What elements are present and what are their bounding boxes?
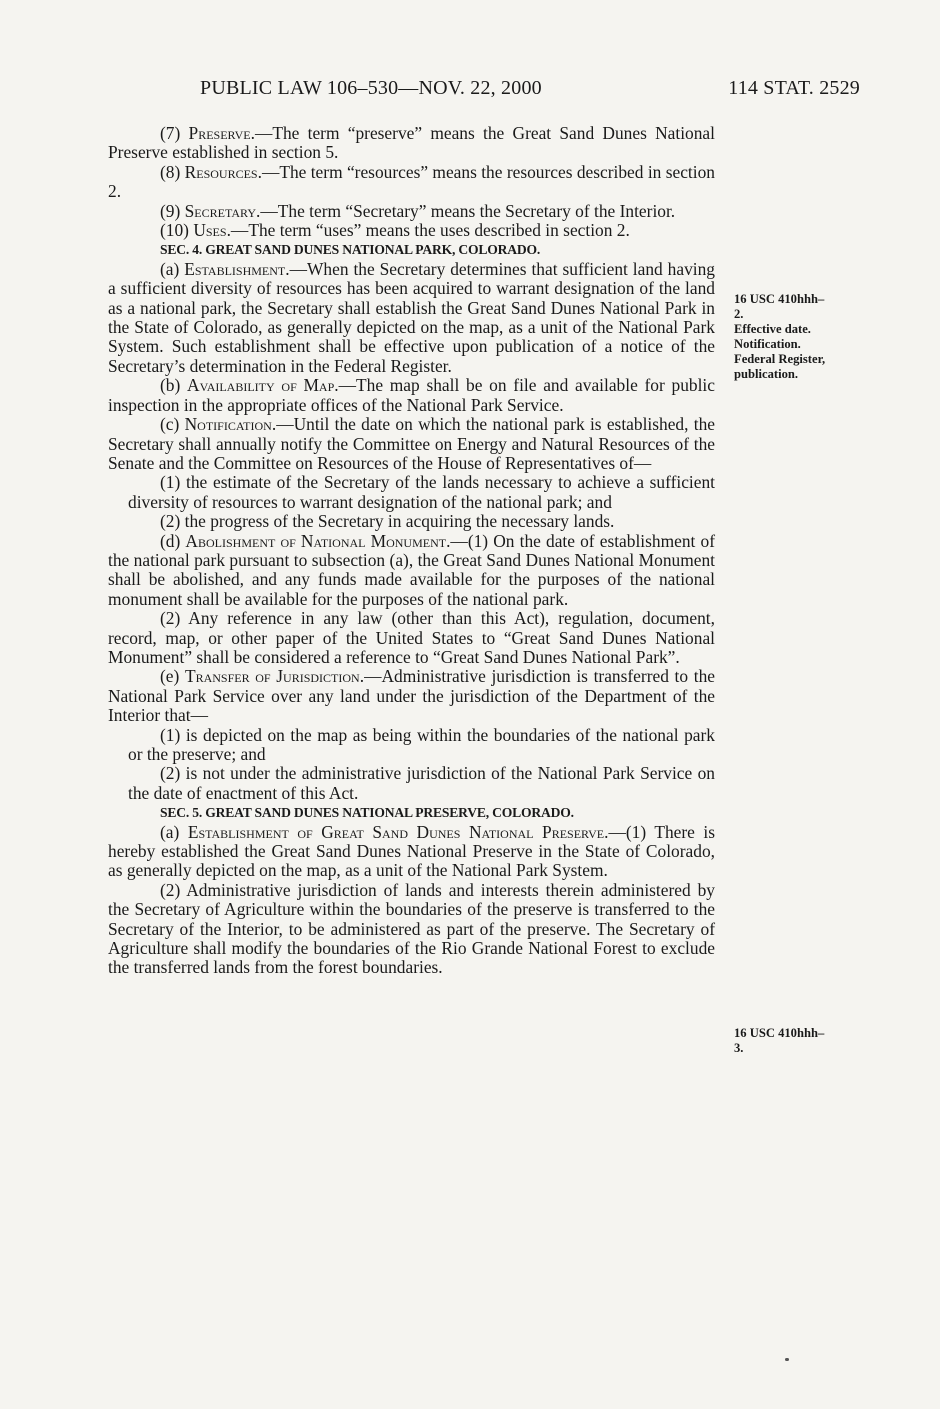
sec5-a2: (2) Administrative jurisdiction of lands and interests therein administered by the Secretary of Agriculture within the boundaries of the preserve is transferred to the Secretary of the Interior, to be administered as part of the preserve. The Secretary of Agriculture shall modify the boundaries of the Rio Grande National Forest to exclude the transferred lands from the forest boundaries. <box>108 879 715 978</box>
sec4-a: (a) Establishment.—When the Secretary determines that sufficient land having a sufficient diversity of resources has been acquired to warrant designation of the land as a national park, the Secretary shall establish the Great Sand Dunes National Park in the State of Colorado, as generally depicted on the map, as a unit of the National Park System. Such establishment shall be effective upon publication of a notice of the Secretary’s determination in the Federal Register. <box>108 258 715 376</box>
definition-10: (10) Uses.—The term “uses” means the uses described in section 2. <box>160 220 630 241</box>
sec4-c: (c) Notification.—Until the date on which the national park is established, the Secretary shall annually notify the Committee on Energy and Natural Resources of the Senate and the Committee on Resources of the House of Representatives of— <box>108 414 715 473</box>
body-text <box>108 124 715 978</box>
sec4-d: (d) Abolishment of National Monument.—(1) On the date of establishment of the national park pursuant to subsection (a), the Great Sand Dunes National Monument shall be abolished, and any funds made available for the purposes of the national monument shall be available for the purposes of the national park. <box>108 530 715 609</box>
section-4-heading: SEC. 4. GREAT SAND DUNES NATIONAL PARK, COLORADO. <box>160 242 541 258</box>
margin-usc-section: 2. <box>734 307 744 321</box>
margin-usc-citation: 16 USC 410hhh– <box>734 1026 825 1040</box>
sec5-margin-note <box>734 1026 874 1056</box>
sec4-c1: (1) the estimate of the Secretary of the lands necessary to achieve a sufficient diversity of resources to warrant designation of the national park; and <box>128 472 715 512</box>
sec4-e2: (2) is not under the administrative jurisdiction of the National Park Service on the date of enactment of this Act. <box>128 763 715 803</box>
header-stat-page: 114 STAT. 2529 <box>728 77 860 99</box>
sec4-e1: (1) is depicted on the map as being within the boundaries of the national park or the preserve; and <box>128 724 715 764</box>
definition-8: (8) Resources.—The term “resources” means the resources described in section 2. <box>108 161 715 202</box>
definition-9: (9) Secretary.—The term “Secretary” means the Secretary of the Interior. <box>160 200 676 221</box>
scan-speck <box>785 1358 789 1361</box>
margin-notification: Notification. <box>734 337 801 351</box>
margin-effective-date: Effective date. <box>734 322 811 336</box>
margin-usc-citation: 16 USC 410hhh– <box>734 292 825 306</box>
margin-publication: publication. <box>734 367 799 381</box>
definition-7: (7) Preserve.—The term “preserve” means the Great Sand Dunes National Preserve established in section 5. <box>108 123 715 163</box>
sec4-b: (b) Availability of Map.—The map shall be on file and available for public inspection in the appropriate offices of the National Park Service. <box>108 375 715 415</box>
sec4-c2: (2) the progress of the Secretary in acquiring the necessary lands. <box>160 511 615 532</box>
sec5-a: (a) Establishment of Great Sand Dunes National Preserve.—(1) There is hereby established the Great Sand Dunes National Preserve in the State of Colorado, as generally depicted on the map, as a unit of the National Park System. <box>108 821 716 881</box>
margin-usc-section: 3. <box>734 1041 744 1055</box>
section-5-heading: SEC. 5. GREAT SAND DUNES NATIONAL PRESERVE, COLORADO. <box>160 805 574 821</box>
header-citation: PUBLIC LAW 106–530—NOV. 22, 2000 <box>200 77 542 99</box>
sec4-d2: (2) Any reference in any law (other than this Act), regulation, document, record, map, or other paper of the United States to “Great Sand Dunes National Monument” shall be considered a reference to “Great Sand Dunes National Park”. <box>108 608 715 667</box>
sec4-e: (e) Transfer of Jurisdiction.—Administrative jurisdiction is transferred to the National Park Service over any land under the jurisdiction of the Department of the Interior that— <box>108 666 715 726</box>
margin-federal-register: Federal Register, <box>734 352 826 366</box>
sec4-margin-note <box>734 292 874 382</box>
